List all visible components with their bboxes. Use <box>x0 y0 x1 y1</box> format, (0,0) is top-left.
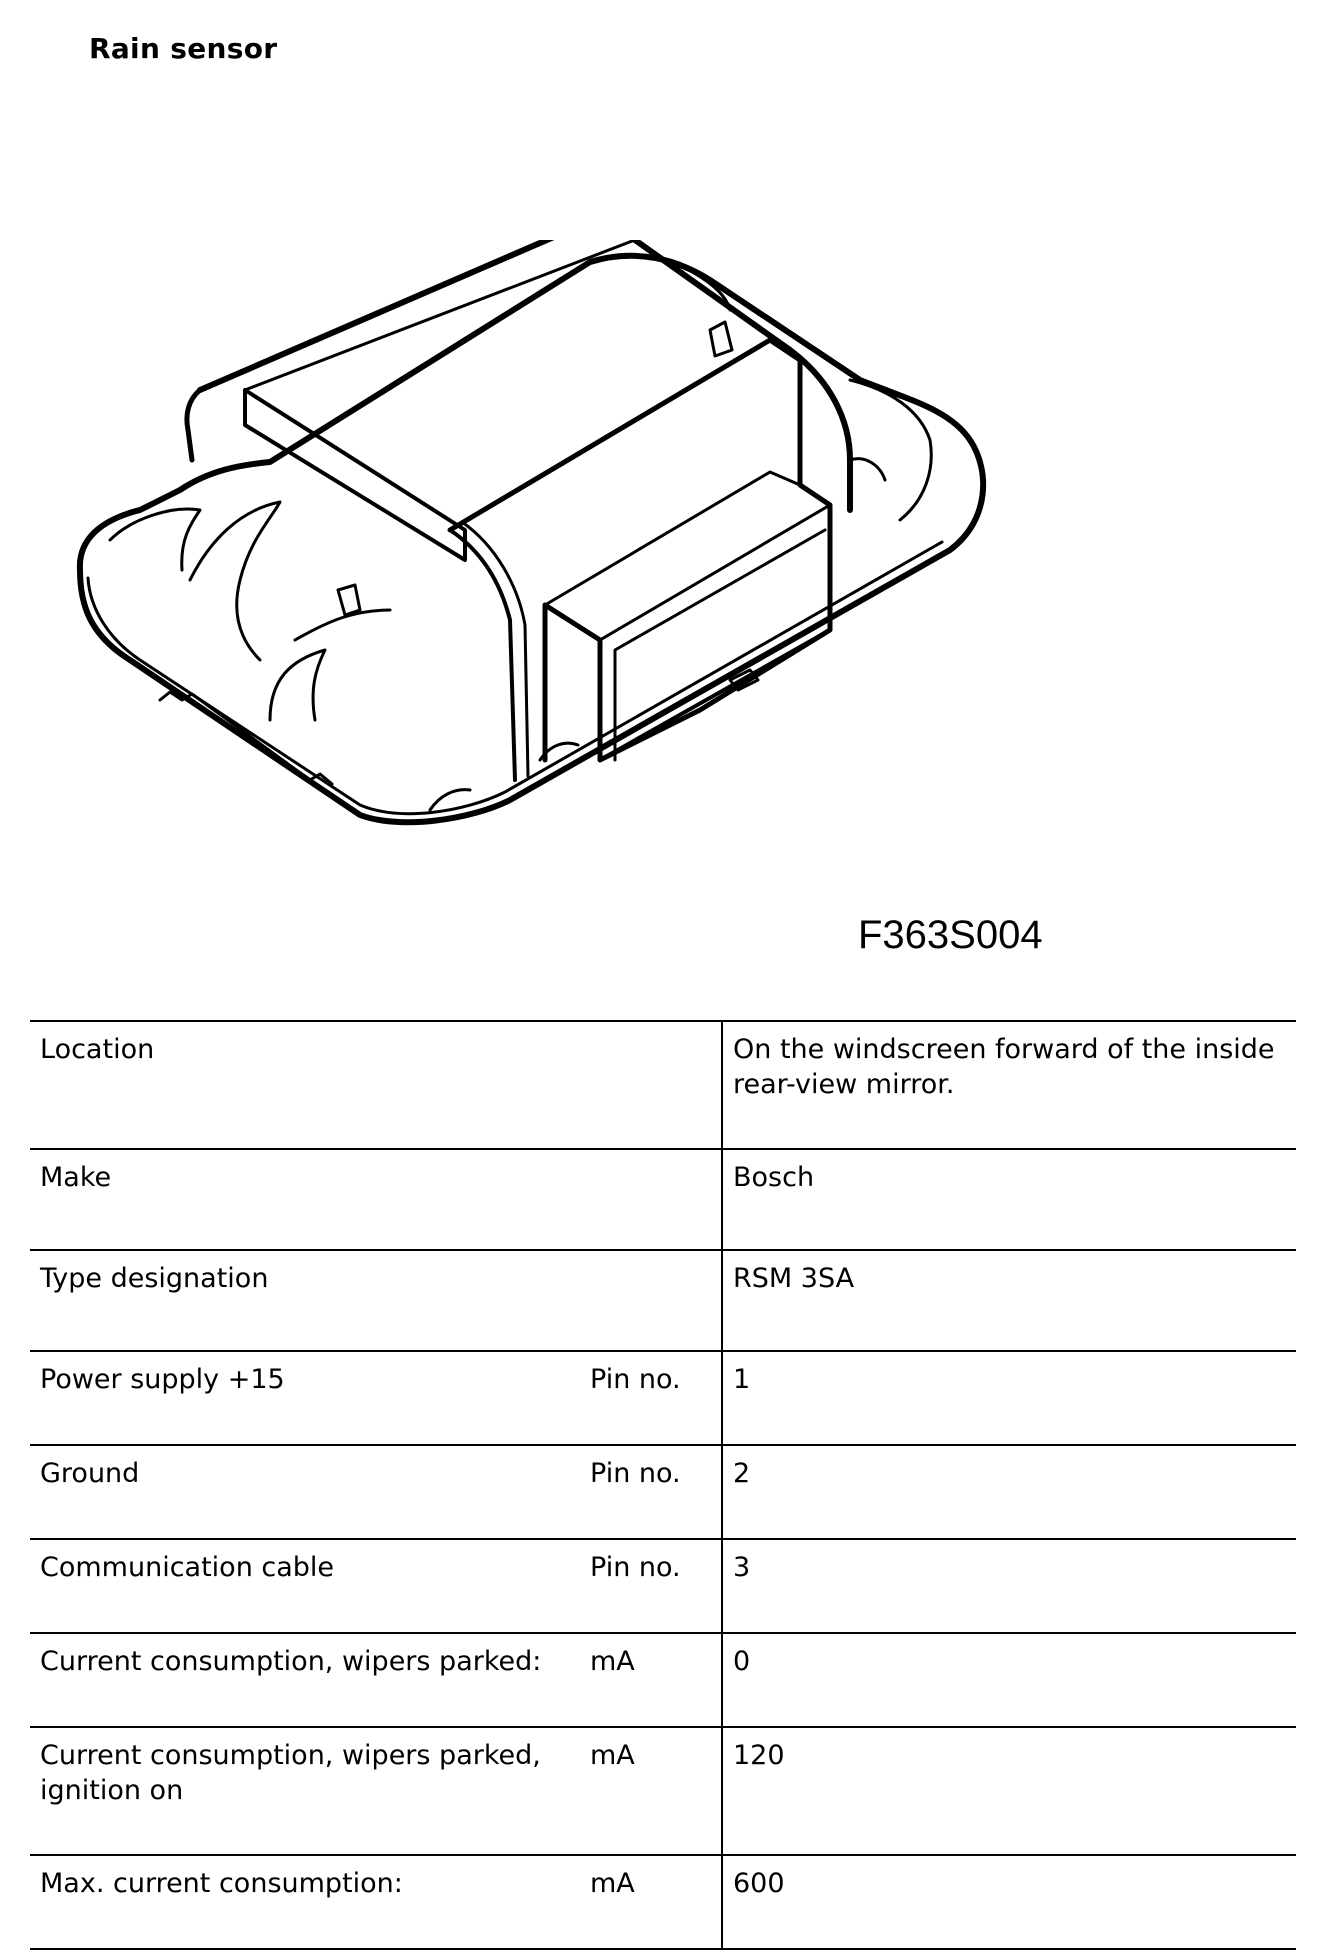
spec-unit <box>580 1149 722 1250</box>
spec-value: 3 <box>722 1539 1296 1633</box>
spec-label: Communication cable <box>30 1539 580 1633</box>
page-title: Rain sensor <box>89 32 278 65</box>
spec-unit <box>580 1021 722 1149</box>
spec-label: Location <box>30 1021 580 1149</box>
spec-label: Current consumption, wipers parked, ignition on <box>30 1727 580 1855</box>
spec-label: Max. current consumption: <box>30 1855 580 1949</box>
rain-sensor-illustration <box>70 240 1040 940</box>
table-row <box>30 1445 1296 1539</box>
table-row <box>30 1727 1296 1855</box>
spec-unit: Pin no. <box>580 1539 722 1633</box>
spec-value: 2 <box>722 1445 1296 1539</box>
specification-table <box>30 1020 1296 1950</box>
spec-label: Current consumption, wipers parked: <box>30 1633 580 1727</box>
table-row <box>30 1539 1296 1633</box>
spec-label: Make <box>30 1149 580 1250</box>
table-row <box>30 1633 1296 1727</box>
spec-unit: mA <box>580 1727 722 1855</box>
spec-value: 600 <box>722 1855 1296 1949</box>
spec-unit: mA <box>580 1633 722 1727</box>
spec-unit: Pin no. <box>580 1445 722 1539</box>
table-row <box>30 1021 1296 1149</box>
figure-id-label: F363S004 <box>858 913 1043 957</box>
spec-value: 120 <box>722 1727 1296 1855</box>
spec-value: On the windscreen forward of the inside rear-view mirror. <box>722 1021 1296 1149</box>
spec-value: RSM 3SA <box>722 1250 1296 1351</box>
spec-value: 1 <box>722 1351 1296 1445</box>
spec-label: Type designation <box>30 1250 580 1351</box>
table-row <box>30 1351 1296 1445</box>
spec-value: Bosch <box>722 1149 1296 1250</box>
spec-label: Ground <box>30 1445 580 1539</box>
spec-label: Power supply +15 <box>30 1351 580 1445</box>
table-row <box>30 1250 1296 1351</box>
spec-unit: mA <box>580 1855 722 1949</box>
table-row <box>30 1149 1296 1250</box>
spec-unit <box>580 1250 722 1351</box>
spec-value: 0 <box>722 1633 1296 1727</box>
spec-unit: Pin no. <box>580 1351 722 1445</box>
table-row <box>30 1855 1296 1949</box>
